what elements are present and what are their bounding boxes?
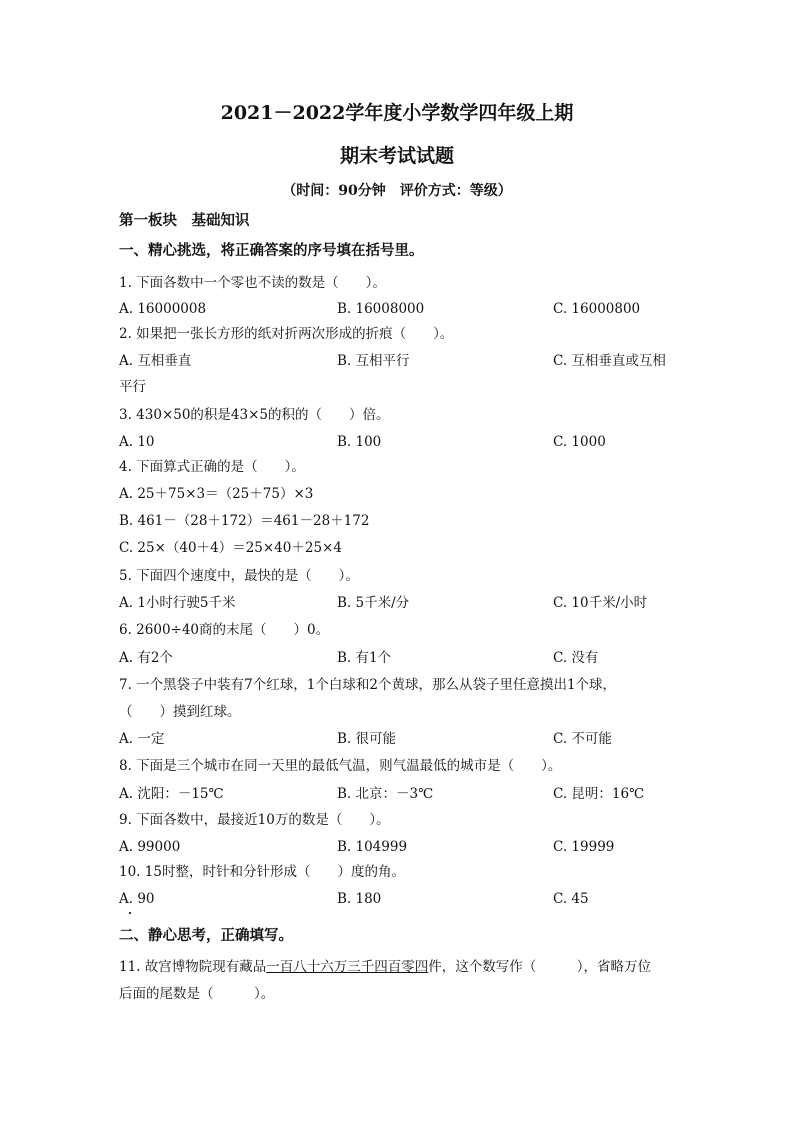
- question-5-stem: 5. 下面四个速度中，最快的是（ ）。: [119, 568, 359, 584]
- stray-dot: [129, 912, 131, 914]
- question-2-option-a: A. 互相垂直: [119, 353, 192, 369]
- question-11-prefix: 11. 故宫博物院现有藏品: [119, 959, 267, 975]
- question-4-stem: 4. 下面算式正确的是（ ）。: [119, 459, 305, 475]
- question-3-stem: 3. 430×50的积是43×5的积的（ ）倍。: [119, 407, 390, 423]
- question-6-option-b: B. 有1个: [337, 650, 392, 666]
- question-3-option-a: A. 10: [119, 434, 155, 450]
- section-block-heading: 第一板块 基础知识: [119, 212, 250, 229]
- question-8-option-c: C. 昆明：16℃: [553, 786, 645, 802]
- exam-info: （时间：90分钟 评价方式：等级）: [282, 183, 512, 199]
- question-10-option-c: C. 45: [553, 891, 589, 907]
- question-6-stem: 6. 2600÷40商的末尾（ ）0。: [119, 622, 330, 638]
- question-1-option-a: A. 16000008: [119, 301, 207, 317]
- question-11-stem: [119, 958, 651, 976]
- question-3-option-c: C. 1000: [553, 434, 606, 450]
- question-7-option-c: C. 不可能: [553, 731, 612, 747]
- question-1-stem: 1. 下面各数中一个零也不读的数是（ ）。: [119, 275, 386, 291]
- part1-heading: 一、精心挑选，将正确答案的序号填在括号里。: [119, 242, 424, 259]
- question-2-option-b: B. 互相平行: [337, 353, 410, 369]
- question-9-option-a: A. 99000: [119, 839, 181, 855]
- question-1-option-b: B. 16008000: [337, 301, 425, 317]
- question-11-underlined-number: 一百八十六万三千四百零四: [266, 959, 429, 975]
- question-5-option-b: B. 5千米/分: [337, 595, 410, 611]
- question-7-option-a: A. 一定: [119, 731, 165, 747]
- question-2-stem: 2. 如果把一张长方形的纸对折两次形成的折痕（ ）。: [119, 326, 454, 342]
- exam-title: 2021－2022学年度小学数学四年级上期: [220, 102, 574, 124]
- question-10-option-a: A. 90: [119, 891, 155, 907]
- question-6-option-c: C. 没有: [553, 650, 599, 666]
- question-2-option-c-continuation: 平行: [119, 379, 146, 395]
- question-1-option-c: C. 16000800: [553, 301, 641, 317]
- question-9-stem: 9. 下面各数中，最接近10万的数是（ ）。: [119, 812, 390, 828]
- question-6-option-a: A. 有2个: [119, 650, 173, 666]
- question-10-option-b: B. 180: [337, 891, 382, 907]
- question-8-option-b: B. 北京：－3℃: [337, 786, 434, 802]
- exam-subtitle: 期末考试试题: [339, 145, 454, 167]
- question-3-option-b: B. 100: [337, 434, 382, 450]
- question-11-suffix: 件，这个数写作（ ），省略万位: [428, 959, 652, 975]
- question-7-stem-continuation: （ ）摸到红球。: [119, 704, 241, 720]
- question-2-option-c: C. 互相垂直或互相: [553, 353, 666, 369]
- question-4-option-c: C. 25×（40＋4）＝25×40＋25×4: [119, 540, 342, 556]
- question-9-option-c: C. 19999: [553, 839, 615, 855]
- question-8-option-a: A. 沈阳：－15℃: [119, 786, 224, 802]
- question-8-stem: 8. 下面是三个城市在同一天里的最低气温，则气温最低的城市是（ ）。: [119, 758, 562, 774]
- question-7-option-b: B. 很可能: [337, 731, 397, 747]
- question-5-option-c: C. 10千米/小时: [553, 595, 648, 611]
- question-4-option-b: B. 461－（28＋172）＝461－28＋172: [119, 513, 370, 529]
- question-4-option-a: A. 25＋75×3＝（25＋75）×3: [119, 486, 314, 502]
- question-11-stem-continuation: 后面的尾数是（ ）。: [119, 986, 275, 1002]
- part2-heading: 二、静心思考，正确填写。: [119, 927, 293, 944]
- question-7-stem: 7. 一个黑袋子中装有7个红球，1个白球和2个黄球，那么从袋子里任意摸出1个球，: [119, 677, 617, 693]
- question-9-option-b: B. 104999: [337, 839, 408, 855]
- question-5-option-a: A. 1小时行驶5千米: [119, 595, 236, 611]
- question-10-stem: 10. 15时整，时针和分针形成（ ）度的角。: [119, 864, 405, 880]
